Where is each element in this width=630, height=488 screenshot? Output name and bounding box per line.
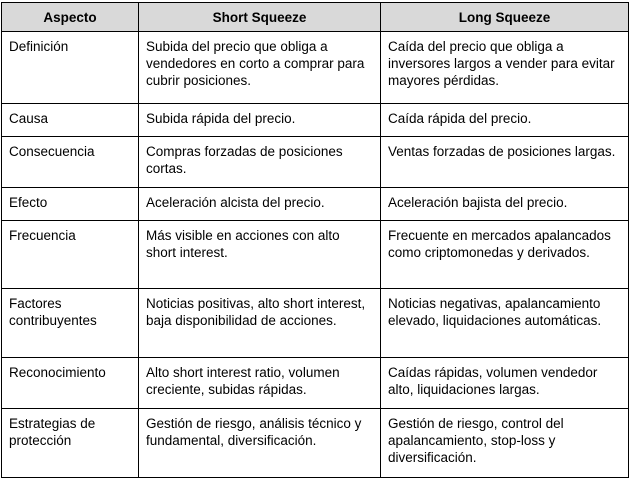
- aspect-cell: Factores contribuyentes: [2, 289, 139, 358]
- aspect-cell: Causa: [2, 104, 139, 137]
- column-header-long-squeeze: Long Squeeze: [381, 3, 629, 32]
- long-squeeze-cell: Frecuente en mercados apalancados como criptomonedas y derivados.: [381, 221, 629, 289]
- table-row: [2, 188, 629, 221]
- table-row: [2, 358, 629, 409]
- aspect-cell: Reconocimiento: [2, 358, 139, 409]
- column-header-short-squeeze: Short Squeeze: [139, 3, 381, 32]
- table-header-row: [2, 3, 629, 32]
- long-squeeze-cell: Caída rápida del precio.: [381, 104, 629, 137]
- long-squeeze-cell: Caída del precio que obliga a inversores largos a vender para evitar mayores pérdidas.: [381, 32, 629, 104]
- table-row: [2, 289, 629, 358]
- long-squeeze-cell: Gestión de riesgo, control del apalancamiento, stop-loss y diversificación.: [381, 409, 629, 478]
- table-row: [2, 104, 629, 137]
- short-squeeze-cell: Alto short interest ratio, volumen creciente, subidas rápidas.: [139, 358, 381, 409]
- short-squeeze-cell: Subida rápida del precio.: [139, 104, 381, 137]
- aspect-cell: Definición: [2, 32, 139, 104]
- long-squeeze-cell: Noticias negativas, apalancamiento elevado, liquidaciones automáticas.: [381, 289, 629, 358]
- table-row: [2, 221, 629, 289]
- table-row: [2, 409, 629, 478]
- aspect-cell: Frecuencia: [2, 221, 139, 289]
- aspect-cell: Estrategias de protección: [2, 409, 139, 478]
- short-squeeze-cell: Noticias positivas, alto short interest, baja disponibilidad de acciones.: [139, 289, 381, 358]
- short-squeeze-cell: Aceleración alcista del precio.: [139, 188, 381, 221]
- short-squeeze-cell: Más visible en acciones con alto short interest.: [139, 221, 381, 289]
- comparison-table: [1, 2, 629, 478]
- short-squeeze-cell: Subida del precio que obliga a vendedores en corto a comprar para cubrir posiciones.: [139, 32, 381, 104]
- long-squeeze-cell: Aceleración bajista del precio.: [381, 188, 629, 221]
- table-row: [2, 137, 629, 188]
- short-squeeze-cell: Gestión de riesgo, análisis técnico y fundamental, diversificación.: [139, 409, 381, 478]
- aspect-cell: Consecuencia: [2, 137, 139, 188]
- short-squeeze-cell: Compras forzadas de posiciones cortas.: [139, 137, 381, 188]
- column-header-aspect: Aspecto: [2, 3, 139, 32]
- aspect-cell: Efecto: [2, 188, 139, 221]
- long-squeeze-cell: Caídas rápidas, volumen vendedor alto, liquidaciones largas.: [381, 358, 629, 409]
- table-row: [2, 32, 629, 104]
- long-squeeze-cell: Ventas forzadas de posiciones largas.: [381, 137, 629, 188]
